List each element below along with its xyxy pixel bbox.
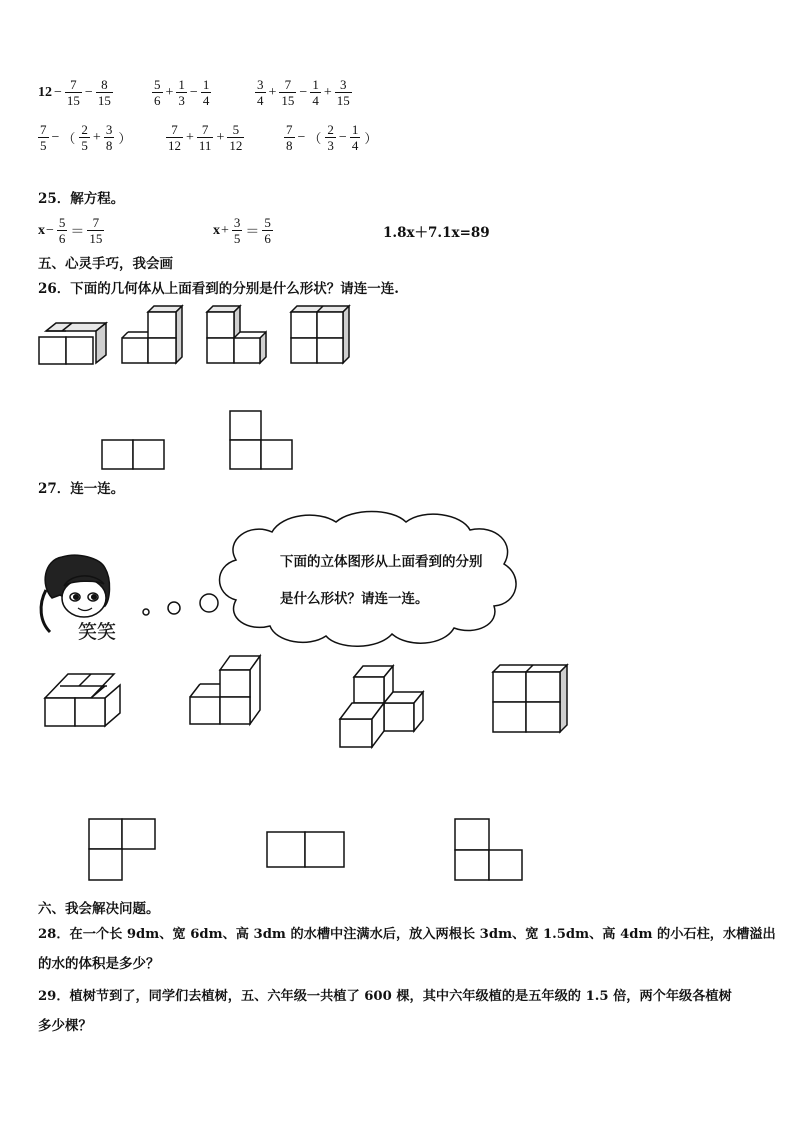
operator: − (299, 84, 308, 100)
cloud-text-line-1: 下面的立体图形从上面看到的分别 (280, 554, 483, 570)
character-name: 笑笑 (78, 621, 117, 643)
numerator: 7 (70, 77, 77, 92)
operator: + (221, 222, 229, 238)
numerator: 1 (312, 77, 319, 92)
numerator: 3 (233, 215, 241, 230)
operator: − (54, 84, 62, 100)
operator: − (46, 222, 54, 238)
numerator: 7 (286, 122, 293, 137)
q27-top-view-1 (89, 819, 155, 880)
q25-title: 25．解方程。 (38, 191, 125, 207)
denominator: 3 (327, 138, 334, 153)
denominator: 4 (312, 93, 319, 108)
operator: ＝ (245, 224, 260, 240)
numerator: 7 (201, 122, 209, 137)
denominator: 15 (89, 231, 103, 246)
q26-top-view-2 (230, 411, 292, 469)
numerator: 2 (327, 122, 334, 137)
q29-line-1: 29．植树节到了，同学们去植树，五、六年级一共植了 600 棵，其中六年级植的是五年级的 1.5 倍，两个年级各植树 (38, 989, 732, 1004)
numerator: 1 (178, 77, 185, 92)
numerator: 1 (351, 122, 359, 137)
operator: − (189, 84, 198, 100)
denominator: 4 (202, 93, 210, 108)
denominator: 6 (264, 231, 271, 246)
whole-number: 12 (38, 84, 52, 100)
section-6-heading: 六、我会解决问题。 (38, 901, 160, 917)
operator: + (92, 129, 101, 145)
operator: + (323, 84, 332, 100)
numerator: 5 (232, 122, 240, 137)
parenthesis: （ (62, 131, 76, 146)
numerator: 5 (264, 215, 271, 230)
thought-bubbles (143, 594, 218, 615)
numerator: 7 (92, 215, 100, 230)
denominator: 15 (97, 93, 111, 108)
denominator: 8 (105, 138, 113, 153)
denominator: 15 (281, 93, 295, 108)
numerator: 7 (284, 77, 292, 92)
q27-top-view-2 (267, 832, 344, 867)
q26-solid-2 (122, 306, 182, 363)
numerator: 3 (105, 122, 113, 137)
cloud-text-line-2: 是什么形状？请连一连。 (280, 591, 429, 607)
denominator: 11 (198, 138, 212, 153)
section-5-heading: 五、心灵手巧，我会画 (38, 256, 173, 272)
numerator: 1 (202, 77, 210, 92)
operator: + (216, 129, 225, 145)
denominator: 4 (351, 138, 359, 153)
operator: + (186, 129, 194, 145)
denominator: 6 (58, 231, 66, 246)
parenthesis: ） (118, 131, 132, 146)
denominator: 12 (168, 138, 181, 153)
numerator: 7 (171, 122, 178, 137)
denominator: 5 (40, 138, 47, 153)
denominator: 8 (286, 138, 293, 153)
numerator: 5 (58, 215, 66, 230)
numerator: 3 (339, 77, 347, 92)
q28-line-2: 的水的体积是多少？ (38, 956, 160, 972)
q26-title: 26．下面的几何体从上面看到的分别是什么形状？请连一连. (38, 281, 399, 297)
operator: + (165, 84, 174, 100)
operator: + (268, 84, 277, 100)
operator: − (51, 129, 60, 145)
speech-cloud (220, 512, 517, 647)
numerator: 5 (154, 77, 161, 92)
variable: x (38, 222, 45, 238)
operator: − (297, 129, 306, 145)
q27-top-view-3 (455, 819, 522, 880)
q27-solid-4 (493, 665, 567, 732)
operator: − (338, 129, 347, 145)
equation-3: 1.8x＋7.1x=89 (383, 225, 490, 241)
q26-solid-3 (207, 306, 266, 363)
variable: x (213, 222, 220, 238)
operator: − (84, 84, 93, 100)
q28-line-1: 28．在一个长 9dm、宽 6dm、高 3dm 的水槽中注满水后，放入两根长 3dm、宽 1.5dm、高 4dm 的小石柱，水槽溢出 (38, 927, 776, 942)
denominator: 15 (336, 93, 350, 108)
q27-solid-2 (190, 656, 260, 724)
operator: ＝ (70, 224, 85, 240)
denominator: 15 (66, 93, 80, 108)
denominator: 5 (81, 138, 88, 153)
q26-solid-4 (291, 306, 349, 363)
denominator: 5 (233, 231, 241, 246)
denominator: 4 (257, 93, 264, 108)
q27-solid-1 (45, 674, 120, 726)
numerator: 7 (40, 122, 47, 137)
numerator: 8 (101, 77, 108, 92)
q27-solid-3 (340, 666, 423, 747)
q26-top-view-1 (102, 440, 164, 469)
parenthesis: （ (308, 131, 322, 146)
denominator: 12 (229, 138, 243, 153)
denominator: 3 (178, 93, 185, 108)
q26-solid-1 (39, 323, 106, 364)
numerator: 2 (81, 122, 88, 137)
parenthesis: ） (364, 131, 378, 146)
q29-line-2: 多少棵？ (38, 1018, 92, 1034)
q27-title: 27．连一连。 (38, 481, 125, 497)
numerator: 3 (257, 77, 264, 92)
denominator: 6 (154, 93, 161, 108)
